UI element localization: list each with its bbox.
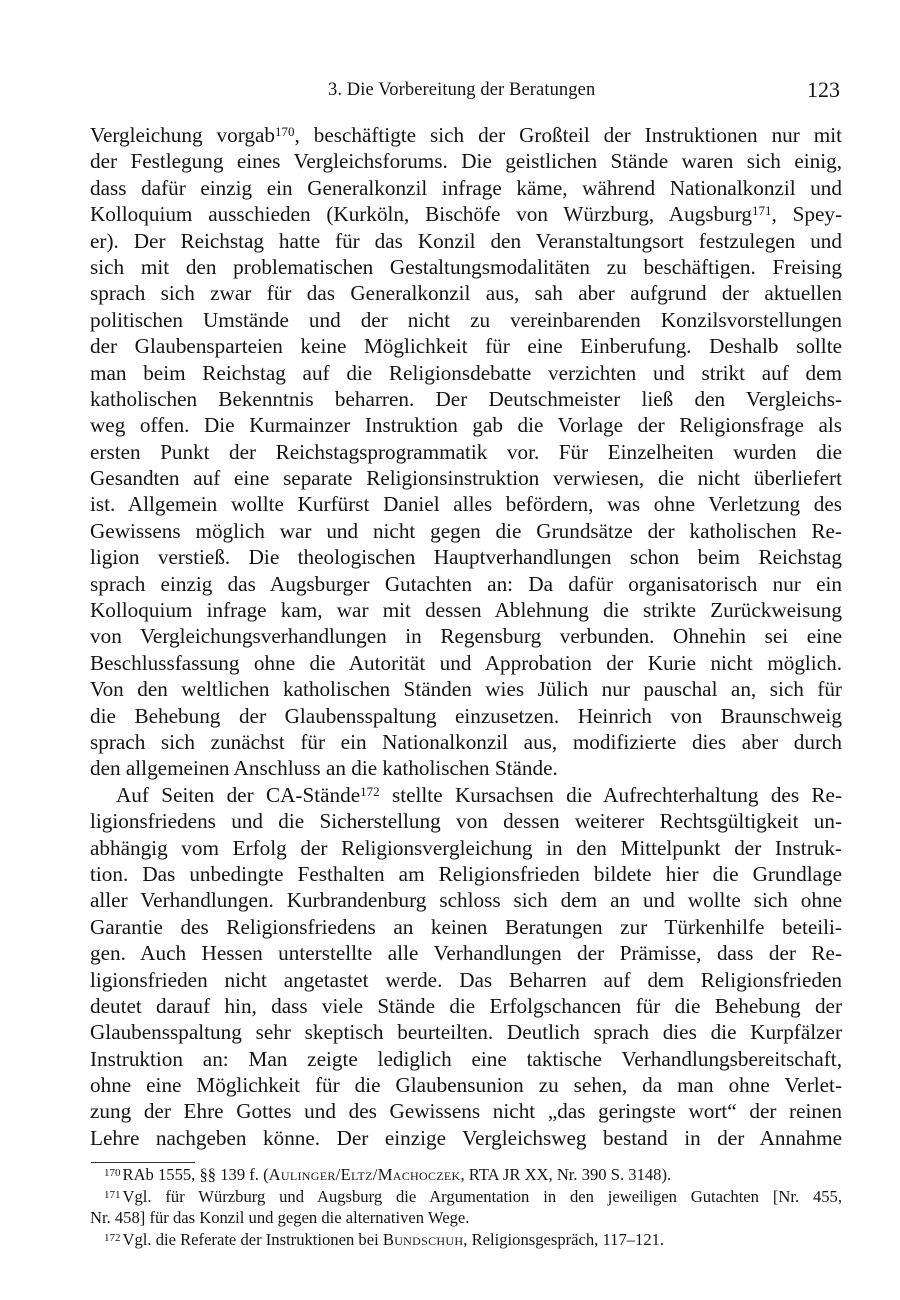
text-run: ist. Allgemein wollte Kurfürst Daniel alles befördern, was ohne Verletzung des xyxy=(90,492,842,517)
text-line xyxy=(90,808,842,834)
footnote-separator xyxy=(91,1162,195,1163)
text-line xyxy=(90,861,842,887)
text-run: von Vergleichungsverhandlungen in Regensburg verbunden. Ohnehin sei eine xyxy=(90,624,842,649)
text-line xyxy=(90,1125,842,1151)
text-line xyxy=(90,360,842,386)
text-line xyxy=(90,307,842,333)
text-run: Kolloquium ausschieden (Kurköln, Bischöfe von Würzburg, Augsburg xyxy=(90,202,752,227)
text-line xyxy=(90,703,842,729)
text-run: zung der Ehre Gottes und des Gewissens nicht „das geringste wort“ der reinen xyxy=(90,1099,842,1124)
text-run: sich mit den problematischen Gestaltungsmodalitäten zu beschäftigen. Freising xyxy=(90,254,842,279)
text-run: den allgemeinen Anschluss an die katholischen Stände. xyxy=(90,756,558,781)
text-line xyxy=(90,967,842,993)
text-line xyxy=(90,412,842,438)
text-line xyxy=(90,333,842,359)
text-line xyxy=(90,175,842,201)
text-run: stellte Kursachsen die Aufrechterhaltung des Re- xyxy=(379,782,842,807)
text-line xyxy=(90,571,842,597)
text-run: weg offen. Die Kurmainzer Instruktion gab die Vorlage der Religionsfrage als xyxy=(90,413,842,438)
text-run: deutet darauf hin, dass viele Stände die Erfolgschancen für die Behebung der xyxy=(90,993,842,1018)
text-line xyxy=(90,1098,842,1124)
text-line xyxy=(90,201,842,227)
footnote-line xyxy=(90,1164,842,1186)
text-run: sprach sich zunächst für ein Nationalkonzil aus, modifizierte dies aber durch xyxy=(90,729,842,754)
text-run: ligion verstieß. Die theologischen Hauptverhandlungen schon beim Reichstag xyxy=(90,545,842,570)
page-header xyxy=(90,78,842,108)
text-line xyxy=(90,439,842,465)
page-number: 123 xyxy=(807,77,840,102)
text-line xyxy=(90,887,842,913)
text-run: ohne eine Möglichkeit für die Glaubensunion zu sehen, da man ohne Verlet- xyxy=(90,1073,842,1098)
text-run: Beschlussfassung ohne die Autorität und Approbation der Kurie nicht möglich. xyxy=(90,650,842,675)
text-run: sprach sich zwar für das Generalkonzil aus, sah aber aufgrund der aktuellen xyxy=(90,281,842,306)
text-line xyxy=(90,280,842,306)
footnote-line xyxy=(90,1207,842,1229)
text-line xyxy=(90,597,842,623)
footnote-reference[interactable]: 170 xyxy=(274,124,295,139)
text-run: Vergleichung vorgab xyxy=(90,123,275,147)
text-line xyxy=(90,1019,842,1045)
text-line xyxy=(90,518,842,544)
text-run: , RTA JR XX, Nr. 390 S. 3148). xyxy=(460,1165,672,1184)
text-line xyxy=(90,1046,842,1072)
text-run: aller Verhandlungen. Kurbrandenburg schloss sich dem an und wollte sich ohne xyxy=(90,888,842,913)
text-line xyxy=(90,940,842,966)
text-run: , Religionsgespräch, 117–121. xyxy=(463,1229,665,1249)
text-run: RAb 1555, §§ 139 f. ( xyxy=(122,1165,269,1184)
text-run: ligionsfrieden nicht angetastet werde. Das Beharren auf dem Religionsfrieden xyxy=(90,967,842,992)
footnotes xyxy=(90,1164,842,1250)
text-run: Auf Seiten der CA-Stände xyxy=(116,782,361,807)
author-name: Bundschuh xyxy=(382,1229,464,1249)
text-run: Gesandten auf eine separate Religionsinstruktion verwiesen, die nicht überliefert xyxy=(90,466,842,491)
text-run: der Festlegung eines Vergleichsforums. Die geistlichen Stände waren sich einig, xyxy=(90,149,842,174)
text-run: katholischen Bekenntnis beharren. Der Deutschmeister ließ den Vergleichs- xyxy=(90,386,842,411)
footnote-reference[interactable]: 171 xyxy=(751,203,772,219)
text-line xyxy=(90,148,842,174)
text-run: Glaubensspaltung sehr skeptisch beurteilten. Deutlich sprach dies die Kurpfälzer xyxy=(90,1020,842,1045)
text-run: man beim Reichstag auf die Religionsdebatte verzichten und strikt auf dem xyxy=(90,360,842,385)
text-line xyxy=(90,122,842,148)
text-run: Garantie des Religionsfriedens an keinen Beratungen zur Türkenhilfe beteili- xyxy=(90,914,842,939)
text-line xyxy=(90,623,842,649)
text-line xyxy=(90,386,842,412)
text-line xyxy=(90,914,842,940)
text-run: Nr. 458] für das Konzil und gegen die alternativen Wege. xyxy=(90,1208,470,1227)
text-run: er). Der Reichstag hatte für das Konzil den Veranstaltungsort festzulegen und xyxy=(90,228,842,253)
text-line xyxy=(90,729,842,755)
text-line xyxy=(90,676,842,702)
text-line xyxy=(90,544,842,570)
text-line xyxy=(90,491,842,517)
footnote-line xyxy=(90,1229,842,1251)
text-line xyxy=(90,254,842,280)
text-run: Kolloquium infrage kam, war mit dessen Ablehnung die strikte Zurückweisung xyxy=(90,598,842,623)
footnote-number: 170 xyxy=(104,1167,121,1179)
text-line xyxy=(90,228,842,254)
text-line xyxy=(90,835,842,861)
text-run: Lehre nachgeben könne. Der einzige Vergleichsweg bestand in der Annahme xyxy=(90,1125,842,1150)
text-line xyxy=(90,650,842,676)
author-name: Aulinger/Eltz/Machoczek xyxy=(268,1165,461,1184)
text-run: die Behebung der Glaubensspaltung einzusetzen. Heinrich von Braunschweig xyxy=(90,703,842,728)
footnote-number: 172 xyxy=(104,1231,121,1244)
text-run: , beschäftigte sich der Großteil der Instruktionen nur mit xyxy=(294,123,842,147)
footnote-number: 171 xyxy=(104,1188,121,1201)
text-run: gen. Auch Hessen unterstellte alle Verhandlungen der Prämisse, dass der Re- xyxy=(90,941,842,966)
body-text xyxy=(90,122,842,1151)
text-run: politischen Umstände und der nicht zu vereinbarenden Konzilsvorstellungen xyxy=(90,307,842,332)
text-run: sprach einzig das Augsburger Gutachten an: Da dafür organisatorisch nur ein xyxy=(90,571,842,596)
text-run: Von den weltlichen katholischen Ständen wies Jülich nur pauschal an, sich für xyxy=(90,677,842,702)
text-run: ersten Punkt der Reichstagsprogrammatik vor. Für Einzelheiten wurden die xyxy=(90,439,842,464)
text-line xyxy=(90,1072,842,1098)
text-line xyxy=(90,755,842,781)
text-run: Vgl. die Referate der Instruktionen bei xyxy=(122,1229,383,1249)
footnote-reference[interactable]: 172 xyxy=(360,783,380,799)
text-run: Gewissens möglich war und nicht gegen die Grundsätze der katholischen Re- xyxy=(90,518,842,543)
text-run: ligionsfriedens und die Sicherstellung von dessen weiterer Rechtsgültigkeit un- xyxy=(90,809,842,834)
text-run: der Glaubensparteien keine Möglichkeit für eine Einberufung. Deshalb sollte xyxy=(90,334,842,359)
text-run: dass dafür einzig ein Generalkonzil infrage käme, während Nationalkonzil und xyxy=(90,175,842,200)
text-run: abhängig vom Erfolg der Religionsvergleichung in den Mittelpunkt der Instruk- xyxy=(90,835,842,860)
running-head: 3. Die Vorbereitung der Beratungen xyxy=(328,80,596,100)
footnote-line xyxy=(90,1186,842,1208)
text-run: Instruktion an: Man zeigte lediglich eine taktische Verhandlungsbereitschaft, xyxy=(90,1046,842,1071)
text-run: tion. Das unbedingte Festhalten am Religionsfrieden bildete hier die Grundlage xyxy=(90,861,842,886)
text-run: , Spey- xyxy=(771,202,842,227)
text-line xyxy=(90,782,842,808)
text-line xyxy=(90,993,842,1019)
text-line xyxy=(90,465,842,491)
text-run: Vgl. für Würzburg und Augsburg die Argumentation in den jeweiligen Gutachten [Nr. 455, xyxy=(122,1186,842,1206)
